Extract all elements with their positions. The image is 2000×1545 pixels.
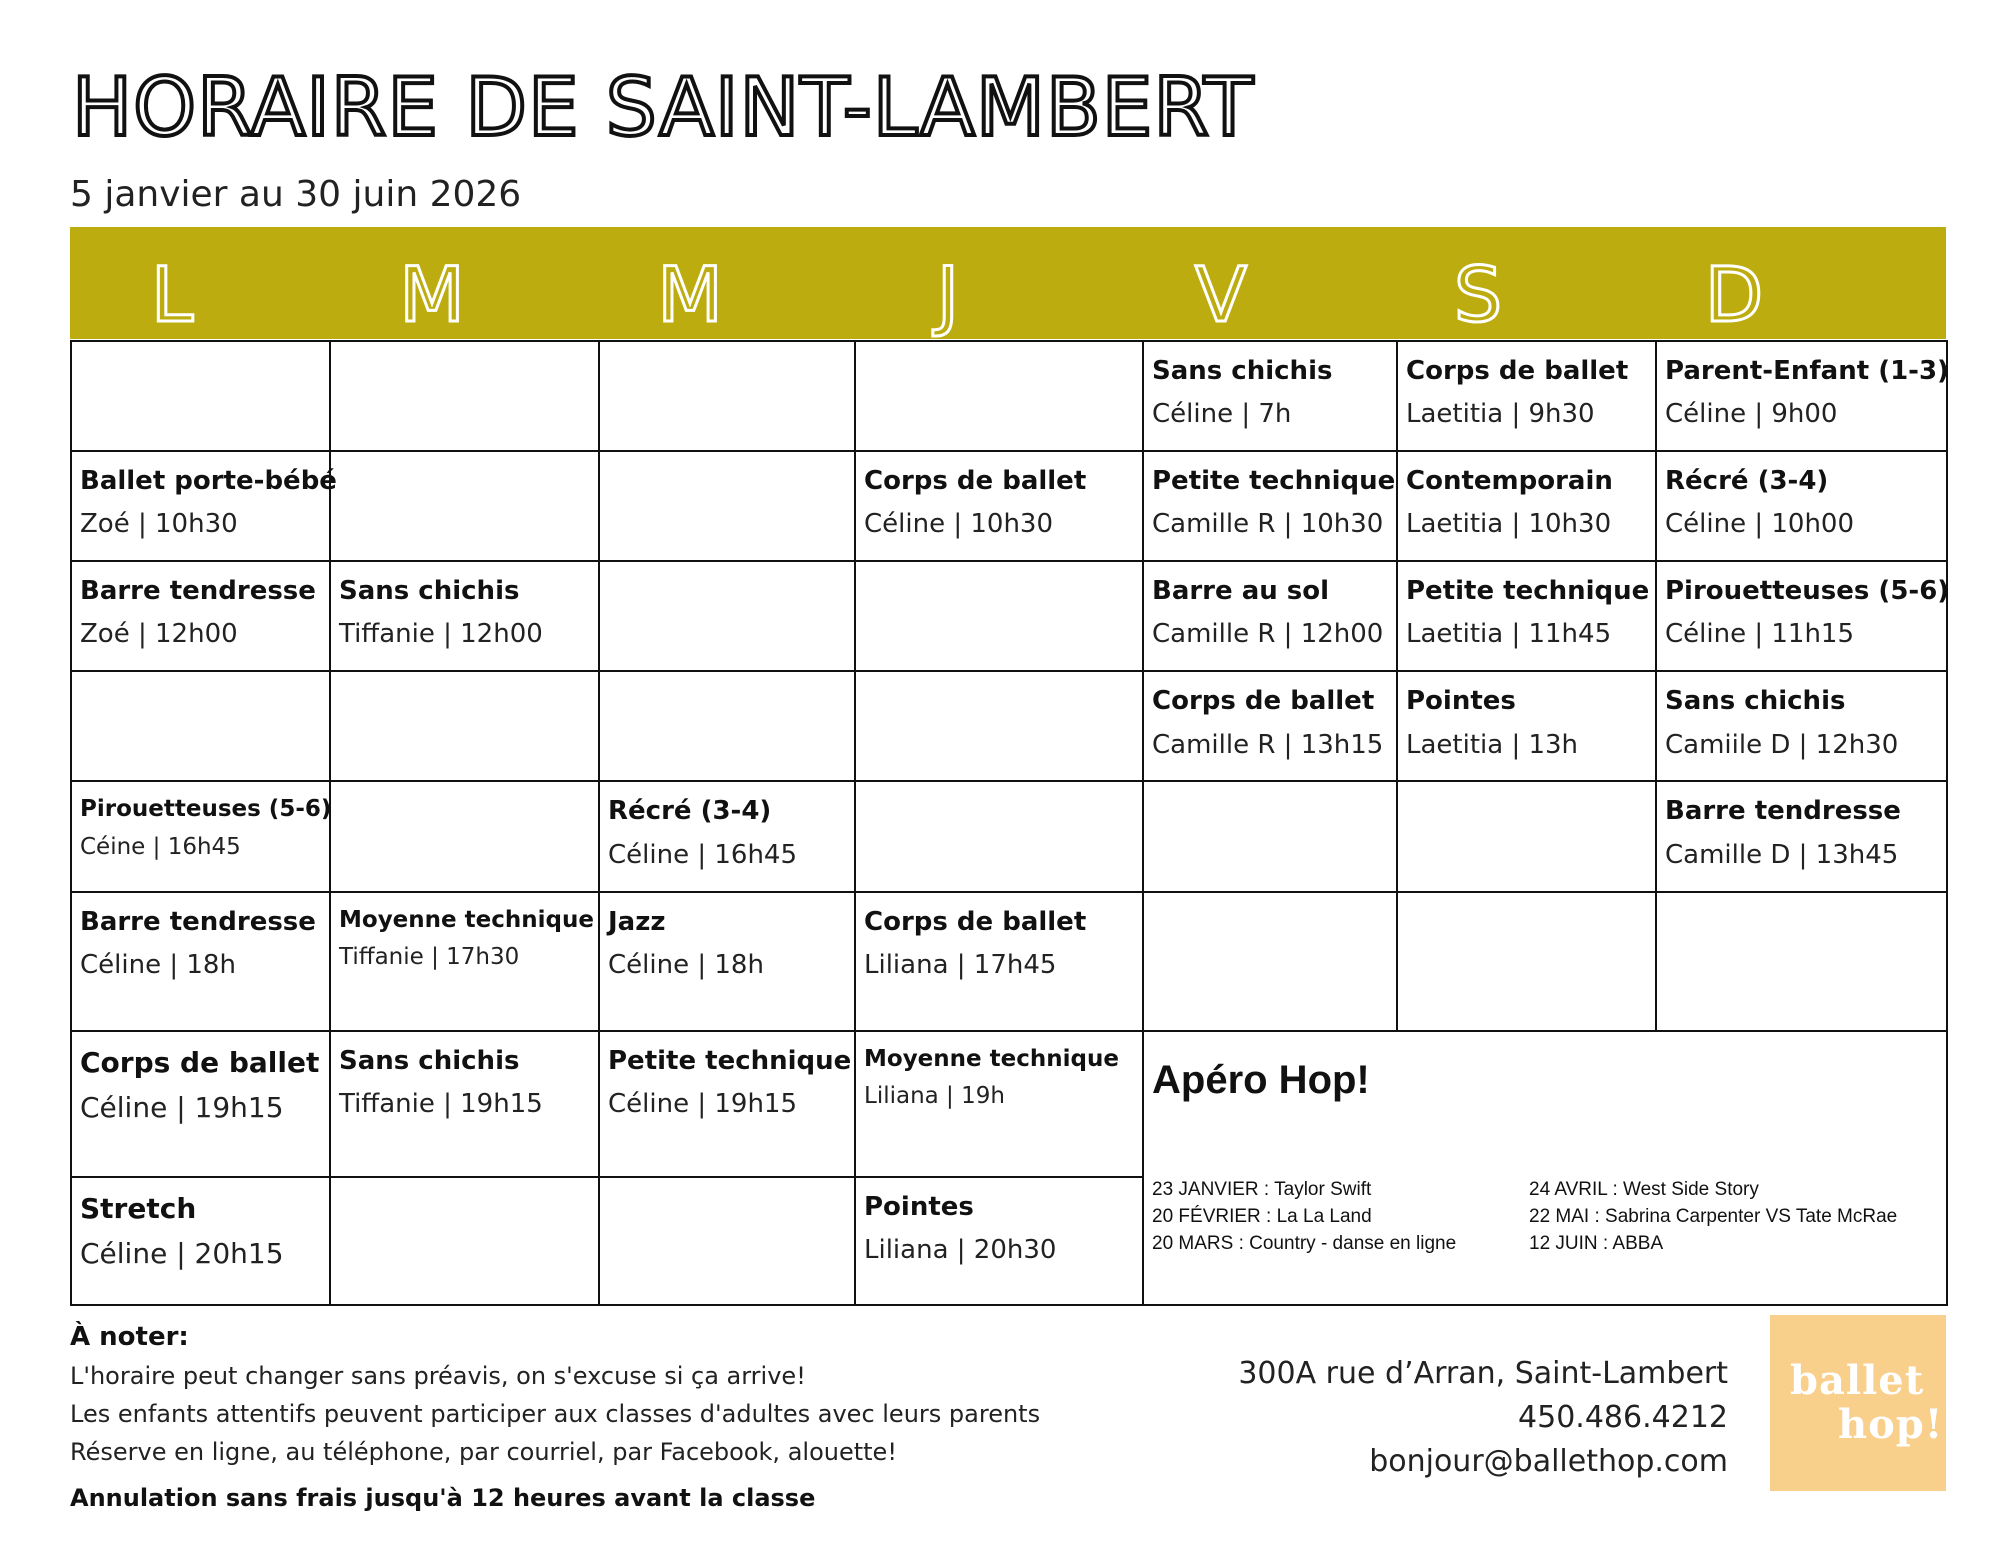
day-header-tuesday: M [399, 250, 465, 339]
class-teacher-time: Céline | 11h15 [1665, 619, 1855, 650]
class-teacher-time: Camille R | 10h30 [1152, 509, 1384, 540]
class-slot [1143, 341, 1397, 451]
empty-slot [599, 451, 855, 561]
empty-slot [330, 451, 599, 561]
class-teacher-time: Céline | 19h15 [608, 1088, 798, 1119]
class-slot [1397, 671, 1656, 781]
empty-slot [599, 341, 855, 451]
empty-slot [855, 341, 1143, 451]
apero-event: 23 JANVIER : Taylor Swift [1152, 1178, 1372, 1200]
class-name: Corps de ballet [864, 466, 1087, 497]
note-line: Les enfants attentifs peuvent participer aux classes d'adultes avec leurs parents [70, 1400, 1041, 1428]
class-teacher-time: Laetitia | 13h [1406, 729, 1579, 760]
empty-slot [330, 1177, 599, 1305]
class-teacher-time: Liliana | 20h30 [864, 1235, 1057, 1266]
class-teacher-time: Camiile D | 12h30 [1665, 729, 1899, 760]
class-slot [855, 1031, 1143, 1177]
day-header-monday: L [150, 250, 194, 339]
class-name: Pirouetteuses (5-6) [80, 796, 332, 823]
class-slot [330, 892, 599, 1031]
class-name: Sans chichis [1665, 686, 1846, 717]
schedule-row [71, 892, 1947, 1031]
empty-slot [1397, 781, 1656, 891]
day-header-thursday: J [936, 250, 960, 339]
class-slot [599, 892, 855, 1031]
class-name: Barre tendresse [1665, 796, 1901, 827]
class-slot [71, 1031, 330, 1177]
empty-slot [71, 341, 330, 451]
class-teacher-time: Céline | 19h15 [80, 1091, 284, 1125]
class-teacher-time: Liliana | 19h [864, 1083, 1005, 1110]
class-name: Corps de ballet [1406, 356, 1629, 386]
class-teacher-time: Laetitia | 11h45 [1406, 619, 1612, 650]
class-name: Stretch [80, 1191, 197, 1225]
class-slot [1143, 671, 1397, 781]
class-slot [1143, 451, 1397, 561]
contact-email[interactable]: bonjour@ballethop.com [1369, 1444, 1728, 1479]
note-line: Réserve en ligne, au téléphone, par courriel, par Facebook, alouette! [70, 1438, 897, 1466]
date-range: 5 janvier au 30 juin 2026 [70, 174, 522, 215]
empty-slot [330, 341, 599, 451]
class-name: Sans chichis [339, 1045, 520, 1076]
class-teacher-time: Céline | 7h [1152, 399, 1292, 430]
class-teacher-time: Liliana | 17h45 [864, 949, 1057, 980]
class-slot [1656, 341, 1947, 451]
apero-title: Apéro Hop! [1152, 1057, 1370, 1102]
apero-hop-panel [1143, 1031, 1947, 1305]
class-name: Petite technique [1152, 466, 1396, 497]
class-teacher-time: Céline | 18h [608, 949, 764, 980]
class-teacher-time: Zoé | 12h00 [80, 619, 238, 650]
day-header-saturday: S [1453, 250, 1503, 339]
class-teacher-time: Céline | 10h00 [1665, 509, 1855, 540]
class-slot [855, 1177, 1143, 1305]
contact-address: 300A rue d’Arran, Saint-Lambert [1238, 1356, 1728, 1391]
class-name: Jazz [608, 906, 666, 937]
class-name: Corps de ballet [864, 906, 1087, 937]
class-teacher-time: Tiffanie | 12h00 [339, 619, 543, 650]
class-teacher-time: Tiffanie | 17h30 [339, 944, 520, 971]
class-slot [1656, 781, 1947, 891]
class-teacher-time: Zoé | 10h30 [80, 509, 238, 540]
class-slot [1397, 561, 1656, 671]
cancellation-note: Annulation sans frais jusqu'à 12 heures avant la classe [70, 1484, 816, 1512]
class-name: Moyenne technique [339, 906, 594, 933]
apero-event: 20 FÉVRIER : La La Land [1152, 1205, 1372, 1227]
logo-text-line1: ballet [1790, 1357, 1925, 1404]
class-slot [1656, 561, 1950, 671]
class-teacher-time: Céline | 16h45 [608, 839, 798, 870]
notes-heading: À noter: [70, 1322, 189, 1352]
empty-slot [1143, 781, 1397, 891]
apero-event: 24 AVRIL : West Side Story [1529, 1178, 1759, 1200]
class-name: Parent-Enfant (1-3) [1665, 356, 1949, 386]
class-slot [71, 781, 330, 891]
class-name: Récré (3-4) [608, 796, 772, 827]
class-slot [71, 892, 330, 1031]
class-name: Petite technique [608, 1045, 852, 1076]
class-name: Barre tendresse [80, 576, 316, 607]
empty-slot [599, 1177, 855, 1305]
class-teacher-time: Camille R | 12h00 [1152, 619, 1384, 650]
class-name: Pirouetteuses (5-6) [1665, 576, 1950, 607]
class-name: Corps de ballet [1152, 686, 1375, 717]
apero-event: 12 JUIN : ABBA [1529, 1232, 1664, 1254]
empty-slot [599, 671, 855, 781]
class-name: Sans chichis [1152, 356, 1333, 386]
day-header-sunday: D [1704, 250, 1764, 339]
class-name: Sans chichis [339, 576, 520, 607]
class-slot [855, 451, 1143, 561]
class-slot [855, 892, 1143, 1031]
class-teacher-time: Laetitia | 10h30 [1406, 509, 1612, 540]
class-slot [330, 1031, 599, 1177]
class-name: Barre tendresse [80, 906, 316, 937]
class-teacher-time: Céline | 10h30 [864, 509, 1054, 540]
class-teacher-time: Laetitia | 9h30 [1406, 399, 1595, 430]
class-name: Ballet porte-bébé [80, 466, 337, 497]
class-teacher-time: Céine | 16h45 [80, 834, 241, 861]
empty-slot [71, 671, 330, 781]
empty-slot [330, 781, 599, 891]
class-name: Contemporain [1406, 466, 1613, 497]
class-slot [1397, 341, 1656, 451]
schedule-row [71, 561, 1947, 671]
apero-event: 22 MAI : Sabrina Carpenter VS Tate McRae [1529, 1205, 1898, 1227]
empty-slot [855, 561, 1143, 671]
class-teacher-time: Céline | 18h [80, 949, 236, 980]
empty-slot [1397, 892, 1656, 1031]
class-name: Petite technique [1406, 576, 1650, 607]
class-slot [1656, 451, 1947, 561]
day-header-friday: V [1195, 250, 1247, 339]
class-slot [1656, 671, 1947, 781]
empty-slot [1656, 892, 1947, 1031]
class-slot [599, 781, 855, 891]
class-teacher-time: Camille D | 13h45 [1665, 839, 1899, 870]
empty-slot [599, 561, 855, 671]
class-name: Moyenne technique [864, 1045, 1119, 1072]
class-slot [1397, 451, 1656, 561]
schedule-row [71, 451, 1947, 561]
page-title: HORAIRE DE SAINT-LAMBERT [72, 61, 1254, 154]
class-slot [71, 561, 330, 671]
schedule-row [71, 671, 1947, 781]
note-line: L'horaire peut changer sans préavis, on s'excuse si ça arrive! [70, 1362, 806, 1390]
apero-event: 20 MARS : Country - danse en ligne [1152, 1232, 1457, 1254]
contact-phone: 450.486.4212 [1518, 1400, 1728, 1435]
class-teacher-time: Camille R | 13h15 [1152, 729, 1384, 760]
empty-slot [1143, 892, 1397, 1031]
class-name: Pointes [864, 1191, 974, 1222]
class-teacher-time: Tiffanie | 19h15 [339, 1088, 543, 1119]
class-slot [1143, 561, 1397, 671]
class-slot [71, 1177, 330, 1305]
class-name: Barre au sol [1152, 576, 1330, 607]
day-header-wednesday: M [657, 250, 723, 339]
class-name: Récré (3-4) [1665, 466, 1829, 497]
logo-text-line2: hop! [1838, 1401, 1944, 1448]
apero-events-right [1529, 1176, 1897, 1257]
class-teacher-time: Céline | 20h15 [80, 1237, 284, 1271]
class-name: Pointes [1406, 686, 1516, 717]
empty-slot [855, 781, 1143, 891]
empty-slot [855, 671, 1143, 781]
schedule-row [71, 781, 1947, 891]
empty-slot [330, 671, 599, 781]
class-teacher-time: Céline | 9h00 [1665, 399, 1838, 430]
apero-events-left [1152, 1176, 1456, 1257]
ballet-hop-logo [1770, 1315, 1946, 1491]
class-slot [71, 451, 337, 561]
class-slot [599, 1031, 855, 1177]
day-header-band [70, 227, 1946, 339]
schedule-row [71, 1031, 1947, 1177]
schedule-grid [70, 340, 1948, 1306]
class-name: Corps de ballet [80, 1045, 320, 1079]
class-slot [330, 561, 599, 671]
schedule-row [71, 341, 1947, 451]
